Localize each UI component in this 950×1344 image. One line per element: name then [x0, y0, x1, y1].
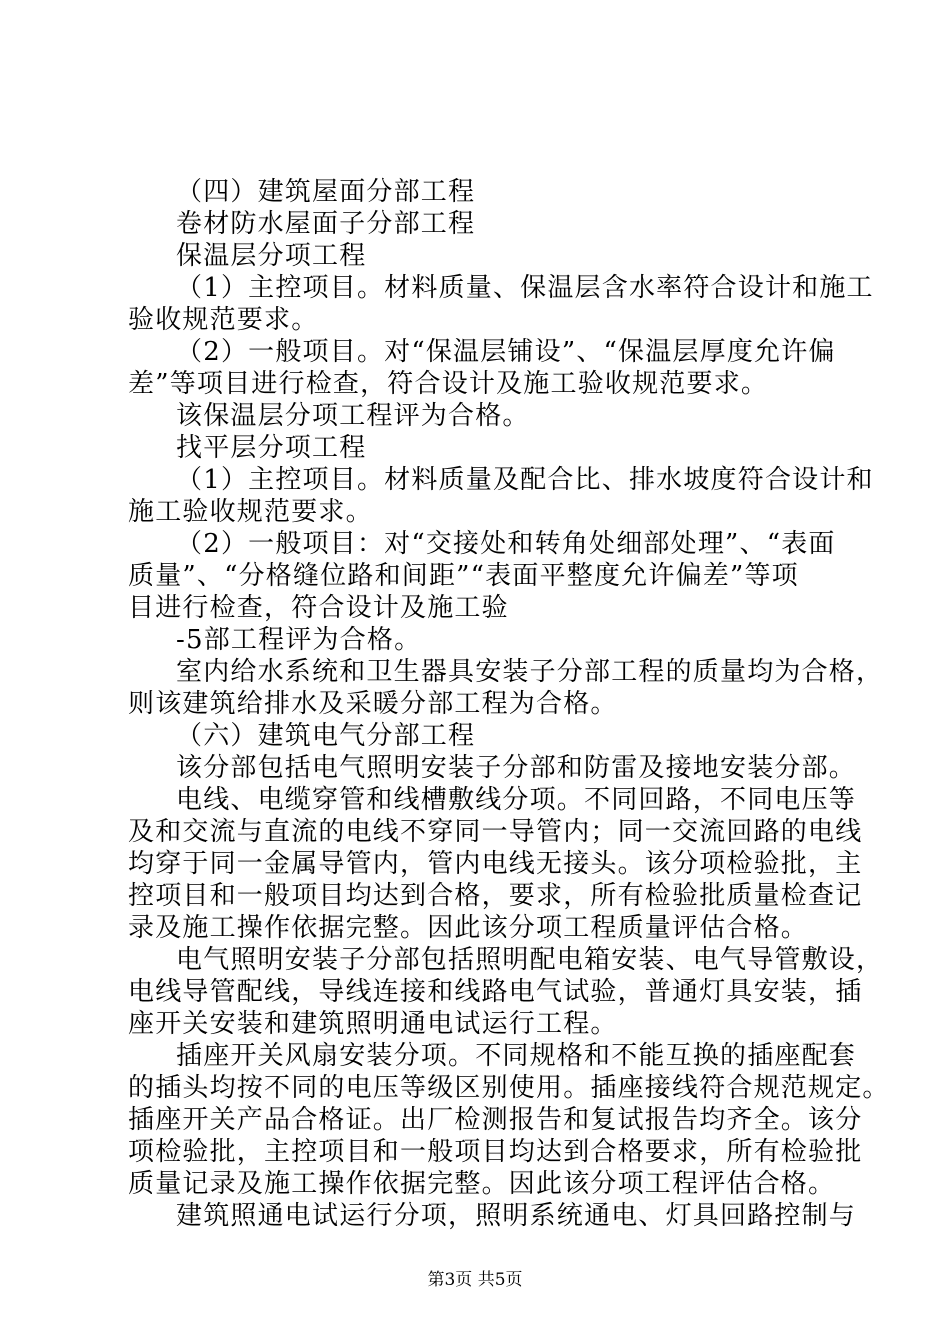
text-line-26: 电线导管配线，导线连接和线路电气试验，普通灯具安装，插 — [128, 977, 863, 1007]
text-line-19: 该分部包括电气照明安装子分部和防雷及接地安装分部。 — [176, 753, 857, 783]
text-line-9: 找平层分项工程 — [176, 433, 367, 463]
text-line-7: 差”等项目进行检查，符合设计及施工验收规范要求。 — [128, 369, 769, 399]
text-line-14: 目进行检查，符合设计及施工验 — [128, 593, 509, 623]
text-line-17: 则该建筑给排水及采暖分部工程为合格。 — [128, 689, 618, 719]
text-line-31: 项检验批，主控项目和一般项目均达到合格要求，所有检验批 — [128, 1137, 863, 1167]
text-line-22: 均穿于同一金属导管内，管内电线无接头。该分项检验批，主 — [128, 849, 863, 879]
text-line-29: 的插头均按不同的电压等级区别使用。插座接线符合规范规定。 — [128, 1073, 890, 1103]
text-line-13: 质量”、“分格缝位路和间距”“表面平整度允许偏差”等项 — [128, 561, 799, 591]
text-line-4: （1）主控项目。材料质量、保温层含水率符合设计和施工 — [176, 273, 874, 303]
text-line-32: 质量记录及施工操作依据完整。因此该分项工程评估合格。 — [128, 1169, 836, 1199]
text-line-30: 插座开关产品合格证。出厂检测报告和复试报告均齐全。该分 — [128, 1105, 863, 1135]
text-line-23: 控项目和一般项目均达到合格，要求，所有检验批质量检查记 — [128, 881, 863, 911]
text-line-5: 验收规范要求。 — [128, 305, 319, 335]
text-line-21: 及和交流与直流的电线不穿同一导管内；同一交流回路的电线 — [128, 817, 863, 847]
text-line-25: 电气照明安装子分部包括照明配电箱安装、电气导管敷设， — [176, 945, 884, 975]
text-line-6: （2）一般项目。对“保温层铺设”、“保温层厚度允许偏 — [176, 337, 836, 367]
text-line-15: -5部工程评为合格。 — [176, 625, 422, 655]
text-line-33: 建筑照通电试运行分项，照明系统通电、灯具回路控制与 — [176, 1201, 857, 1231]
text-line-1: （四）建筑屋面分部工程 — [176, 177, 476, 207]
text-line-28: 插座开关风扇安装分项。不同规格和不能互换的插座配套 — [176, 1041, 857, 1071]
text-line-3: 保温层分项工程 — [176, 241, 367, 271]
text-line-11: 施工验收规范要求。 — [128, 497, 373, 527]
text-line-27: 座开关安装和建筑照明通电试运行工程。 — [128, 1009, 618, 1039]
text-line-20: 电线、电缆穿管和线槽敷线分项。不同回路，不同电压等 — [176, 785, 857, 815]
text-line-2: 卷材防水屋面子分部工程 — [176, 209, 476, 239]
text-line-24: 录及施工操作依据完整。因此该分项工程质量评估合格。 — [128, 913, 809, 943]
text-line-8: 该保温层分项工程评为合格。 — [176, 401, 530, 431]
page-number-footer: 第3页 共5页 — [427, 1270, 523, 1290]
text-line-10: （1）主控项目。材料质量及配合比、排水坡度符合设计和 — [176, 465, 874, 495]
text-line-18: （六）建筑电气分部工程 — [176, 721, 476, 751]
text-line-16: 室内给水系统和卫生器具安装子分部工程的质量均为合格， — [176, 657, 884, 687]
text-line-12: （2）一般项目：对“交接处和转角处细部处理”、“表面 — [176, 529, 836, 559]
